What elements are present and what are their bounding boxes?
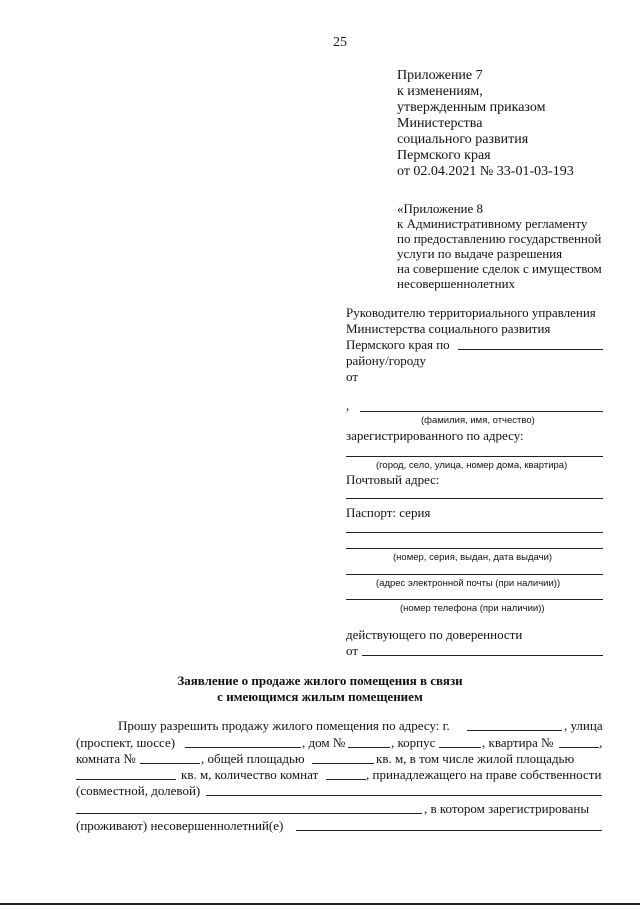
body-text: , в котором зарегистрированы: [424, 801, 590, 816]
living-area-field[interactable]: [76, 779, 176, 780]
owner-details-field[interactable]: [76, 813, 422, 814]
city-field[interactable]: [467, 730, 562, 731]
title-line-1: Заявление о продаже жилого помещения в связи: [177, 673, 463, 688]
appendix-7-line: от 02.04.2021 № 33-01-03-193: [397, 164, 574, 179]
appendix-7-line: социального развития: [397, 132, 529, 147]
postal-label: Почтовый адрес:: [346, 472, 440, 487]
passport-label: Паспорт: серия: [346, 505, 431, 520]
appendix-8-line: по предоставлению государственной: [397, 231, 602, 246]
body-text: , квартира №: [482, 735, 554, 750]
body-text: кв. м, количество комнат: [181, 767, 319, 782]
body-text: (проспект, шоссе): [76, 735, 176, 750]
street-field[interactable]: [185, 747, 301, 748]
appendix-7-line: к изменениям,: [397, 84, 483, 99]
email-field[interactable]: [346, 574, 603, 575]
body-text: комната №: [76, 751, 136, 766]
appendix-8-line: на совершение сделок с имуществом: [397, 261, 602, 276]
proxy-from-label: от: [346, 643, 359, 658]
proxy-label: действующего по доверенности: [346, 627, 523, 642]
body-text: , корпус: [391, 735, 436, 750]
building-field[interactable]: [439, 747, 481, 748]
body-text: Прошу разрешить продажу жилого помещения по адресу: г.: [118, 718, 450, 733]
appendix-8-line: услуги по выдаче разрешения: [397, 246, 563, 261]
comma-mark: ,: [346, 398, 350, 413]
body-text: (проживают) несовершеннолетний(е): [76, 818, 284, 833]
appendix-8-line: к Административному регламенту: [397, 216, 588, 231]
body-text: , принадлежащего на праве собственности: [366, 767, 602, 782]
appendix-7-line: Пермского края: [397, 148, 491, 163]
appendix-7-line: Приложение 7: [397, 68, 483, 83]
passport-caption: (номер, серия, выдан, дата выдачи): [393, 552, 553, 563]
phone-caption: (номер телефона (при наличии)): [400, 603, 545, 614]
proxy-field[interactable]: [362, 655, 603, 656]
phone-field[interactable]: [346, 599, 603, 600]
appendix-7-line: Министерства: [397, 116, 483, 131]
registered-label: зарегистрированного по адресу:: [346, 428, 524, 443]
title-line-2: с имеющимся жилым помещением: [217, 689, 423, 704]
appendix-8-line: «Приложение 8: [397, 201, 484, 216]
registered-address-field[interactable]: [346, 456, 603, 457]
appendix-7-line: утвержденным приказом: [397, 100, 546, 115]
addressee-line: району/городу: [346, 353, 427, 368]
addressee-line: Министерства социального развития: [346, 321, 551, 336]
body-text: (совместной, долевой): [76, 783, 201, 798]
postal-address-field[interactable]: [346, 498, 603, 499]
body-text: кв. м, в том числе жилой площадью: [376, 751, 575, 766]
rooms-count-field[interactable]: [326, 779, 366, 780]
addressee-line: Пермского края по: [346, 337, 450, 352]
total-area-field[interactable]: [312, 763, 374, 764]
passport-field-1[interactable]: [346, 532, 603, 533]
from-label: от: [346, 369, 359, 384]
body-text: , дом №: [302, 735, 346, 750]
ownership-type-field[interactable]: [206, 795, 602, 796]
room-number-field[interactable]: [140, 763, 200, 764]
body-text: ,: [599, 735, 603, 750]
email-caption: (адрес электронной почты (при наличии)): [376, 578, 561, 589]
body-text: , улица: [564, 718, 603, 733]
body-text: , общей площадью: [201, 751, 305, 766]
fio-caption: (фамилия, имя, отчество): [421, 415, 535, 426]
fio-field[interactable]: [360, 411, 603, 412]
apartment-field[interactable]: [559, 747, 599, 748]
house-number-field[interactable]: [348, 747, 390, 748]
appendix-8-line: несовершеннолетних: [397, 276, 516, 291]
page-number: 25: [333, 35, 347, 50]
address-caption: (город, село, улица, номер дома, квартира): [376, 460, 568, 471]
addressee-line: Руководителю территориального управления: [346, 305, 596, 320]
minors-field[interactable]: [296, 830, 602, 831]
passport-field-2[interactable]: [346, 548, 603, 549]
district-field[interactable]: [458, 349, 603, 350]
